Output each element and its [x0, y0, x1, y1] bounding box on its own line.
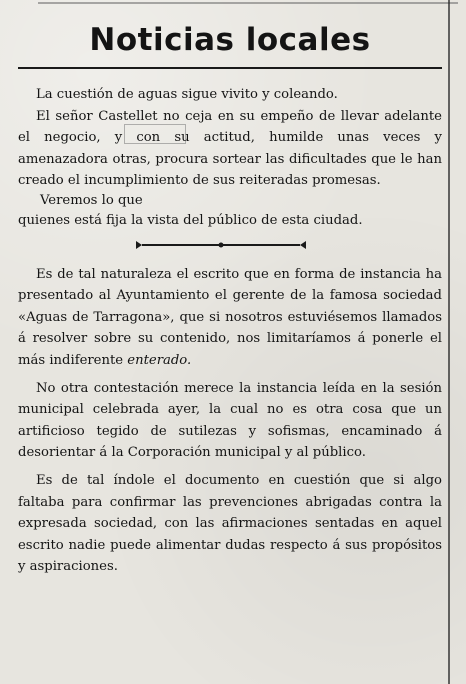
- paragraph-4: quienes está fija la vista del público de esta ciudad.: [18, 212, 363, 228]
- paragraph-5: [18, 264, 442, 372]
- paragraph-5-italic: enterado.: [127, 352, 192, 368]
- paragraph-2: El señor Castellet no ceja en su empeño de llevar adelante el negocio, y con su actitud, humilde unas veces y amenazadora otras, procura sortear las dificultades que le han creado el incumplimiento de sus reiteradas promesas.: [18, 108, 442, 189]
- paragraph-7: Es de tal índole el documento en cuestión que si algo faltaba para confirmar las prevenciones abrigadas contra la expresada sociedad, con las afirmaciones sentadas en aquel escrito nadie puede alimentar dudas respecto á sus propósitos y aspiraciones.: [18, 472, 442, 575]
- ornament-divider: [18, 234, 442, 258]
- paragraph-1: La cuestión de aguas sigue vivito y coleando.: [36, 87, 338, 102]
- paragraph-6: No otra contestación merece la instancia leída en la sesión municipal celebrada ayer, la cual no es otra cosa que un artificioso tegido de sutilezas y sofismas, encaminado á desorientar á la Corporación municipal y al público.: [18, 380, 442, 461]
- title-rule: [18, 67, 442, 69]
- column-divider: [448, 0, 450, 684]
- article-body: [18, 84, 442, 578]
- section-title: Noticias locales: [89, 22, 371, 58]
- paragraph-3: Veremos lo que: [40, 192, 143, 208]
- top-rule: [38, 2, 458, 4]
- paragraph-5-text: Es de tal naturaleza el escrito que en forma de instancia ha presentado al Ayuntamiento el gerente de la famosa sociedad «Aguas de Tarragona», que si nosotros estuviésemos llamados á resolver sobre su contenido, nos limitaríamos á ponerle el más indiferente: [18, 266, 442, 368]
- ornament-divider-icon: [136, 238, 306, 252]
- overlay-line: [18, 192, 442, 210]
